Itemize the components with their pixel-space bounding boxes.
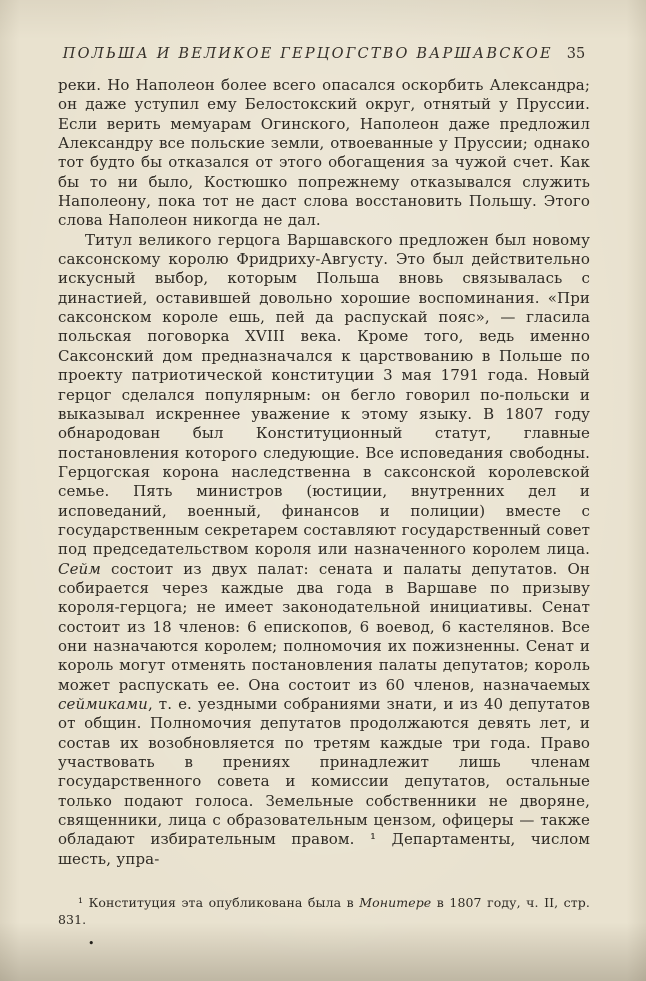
page-title: ПОЛЬША И ВЕЛИКОЕ ГЕРЦОГСТВО ВАРШАВСКОЕ — [62, 46, 553, 62]
text-run: ¹ Конституция эта опубликована была в — [78, 895, 360, 911]
body-text — [58, 76, 590, 869]
text-run: в 1807 году, ч. II, стр. 831. — [58, 895, 590, 927]
italic-run: Сейм — [58, 559, 101, 578]
paragraph — [58, 76, 590, 231]
italic-run: сеймиками — [58, 695, 148, 713]
running-header — [58, 46, 590, 62]
page-number: 35 — [566, 46, 586, 62]
text-run: Титул великого герцога Варшавского предложен был новому саксонскому королю Фридриху-Августу. Это был действительно искусный выбор, которым Польша вновь связывалась с династией, оставившей довольно хорошие воспоминания. «При саксонском короле ешь, пей да распускай пояс», — гласила польская поговорка XVIII века. Кроме того, ведь именно Саксонский дом предназначался к царствованию в Польше по проекту патриотической конституции 3 мая 1791 года. Новый герцог сделался популярным: он бегло говорил по-польски и выказывал искреннее уважение к этому языку. В 1807 году обнародован был Конституционный статут, главные постановления которого следующие. Все исповедания свободны. Герцогская корона наследственна в саксонской королевской семье. Пять министров (юстиции, внутренних дел и исповеданий, военный, финансов и полиции) вместе с государственным секретарем составляют государственный совет под председательством короля или назначенного королем лица. — [58, 230, 590, 559]
printer-mark: • — [88, 937, 95, 951]
paragraph — [58, 231, 590, 869]
text-run: реки. Но Наполеон более всего опасался оскорбить Александра; он даже уступил ему Белостокский округ, отнятый у Пруссии. Если верить мемуарам Огинского, Наполеон даже предложил Александру все польские земли, отвоеванные у Пруссии; однако тот будто бы отказался от этого обогащения за чужой счет. Как бы то ни было, Костюшко попрежнему отказывался служить Наполеону, пока тот не даст слова восстановить Польшу. Этого слова Наполеон никогда не дал. — [58, 76, 590, 230]
text-run: состоит из двух палат: сената и палаты депутатов. Он собирается через каждые два года в Варшаве по призыву короля-герцога; не имеет законодательной инициативы. Сенат состоит из 18 членов: 6 епископов, 6 воевод, 6 кастелянов. Все они назначаются королем; полномочия их пожизненны. Сенат и король могут отменять постановления палаты депутатов; король может распускать ее. Она состоит из 60 членов, назначаемых — [58, 559, 590, 694]
footnote — [58, 895, 590, 928]
text-run: , т. е. уездными собраниями знати, и из 40 депутатов от общин. Полномочия депутатов продолжаются девять лет, и состав их возобновляется по третям каждые три года. Право участвовать в прениях принадлежит лишь членам государственного совета и комиссии депутатов, остальные только подают голоса. Земельные собственники не дворяне, священники, лица с образовательным цензом, офицеры — также обладают избирательным правом. ¹ Департаменты, числом шесть, упра- — [58, 695, 590, 868]
italic-run: Монитере — [359, 895, 432, 911]
